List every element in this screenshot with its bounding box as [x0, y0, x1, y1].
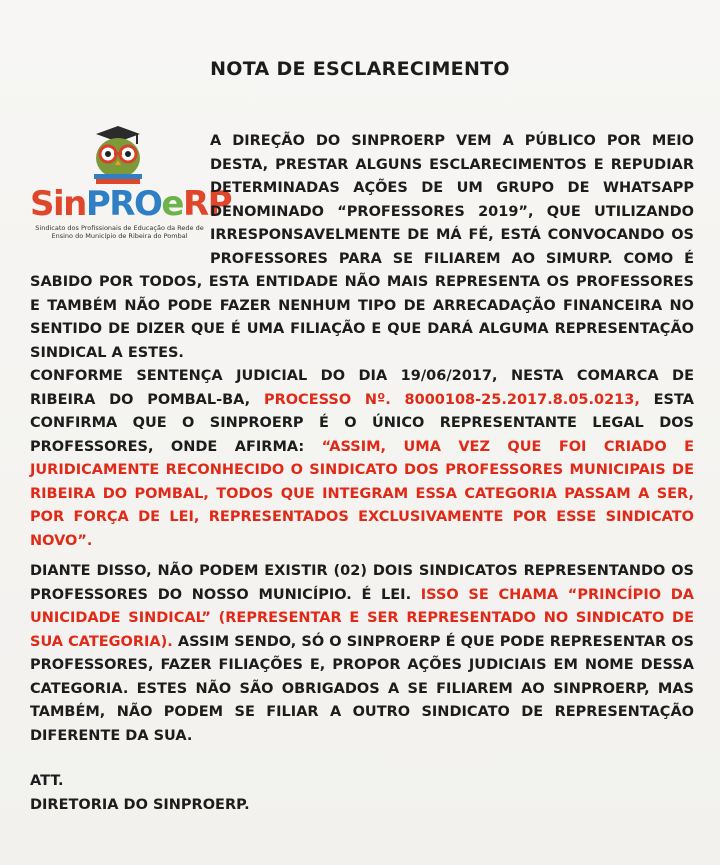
paragraph-1-text: A DIREÇÃO DO SINPROERP VEM A PÚBLICO POR MEIO DESTA, PRESTAR ALGUNS ESCLARECIMENTOS E REPUDIAR DETERMINADAS AÇÕES DE UM GRUPO DE WHATSAPP DENOMINADO “PROFESSORES 2019”, QUE UTILIZANDO IRRESPONSAVELMENTE DE MÁ FÉ, ESTÁ CONVOCANDO OS PROFESSORES PARA SE FILIAREM AO SIMURP. COMO É SABIDO POR TODOS, ESTA ENTIDADE NÃO MAIS REPRESENTA OS PROFESSORES E TAMBÉM NÃO PODE FAZER NENHUM TIPO DE ARRECADAÇÃO FINANCEIRA NO SENTIDO DE DIZER QUE É UMA FILIAÇÃO E QUE DARÁ ALGUMA REPRESENTAÇÃO SINDICAL A ESTES. [30, 133, 694, 361]
paragraph-1 [30, 130, 694, 365]
logo-wordmark: SinPROeRP [30, 184, 232, 224]
paragraph-2-intro: CONFORME SENTENÇA JUDICIAL DO DIA 19/06/2017, NESTA COMARCA DE RIBEIRA DO POMBAL-BA, [30, 368, 694, 408]
logo-subtitle: Sindicato dos Profissionais de Educação da Rede de Ensino do Município de Ribeira do Pombal [35, 224, 204, 240]
court-quote: “ASSIM, UMA VEZ QUE FOI CRIADO E JURIDICAMENTE RECONHECIDO O SINDICATO DOS PROFESSORES MUNICIPAIS DE RIBEIRA DO POMBAL, TODOS QUE INTEGRAM ESSA CATEGORIA PASSAM A SER, POR FORÇA DE LEI, REPRESENTADOS EXCLUSIVAMENTE POR ESSE SINDICATO NOVO”. [30, 438, 694, 549]
paragraph-3 [30, 560, 694, 748]
signature-block [30, 770, 250, 817]
page-title: NOTA DE ESCLARECIMENTO [210, 58, 510, 80]
process-number: PROCESSO Nº. 8000108-25.2017.8.05.0213, [263, 391, 640, 408]
signature-name: DIRETORIA DO SINPROERP. [30, 796, 250, 813]
paragraph-2-middle: ESTA CONFIRMA QUE O SINPROERP É O ÚNICO REPRESENTANTE LEGAL DOS PROFESSORES, ONDE AFIRMA: [30, 391, 694, 455]
paragraph-2 [30, 365, 694, 553]
paragraph-3-rest: ASSIM SENDO, SÓ O SINPROERP É QUE PODE REPRESENTAR OS PROFESSORES, FAZER FILIAÇÕES E, PROPOR AÇÕES JUDICIAIS EM NOME DESSA CATEGORIA. ESTES NÃO SÃO OBRIGADOS A SE FILIAREM AO SINPROERP, MAS TAMBÉM, NÃO PODEM SE FILIAR A OUTRO SINDICATO DE REPRESENTAÇÃO DIFERENTE DA SUA. [30, 633, 694, 744]
principle-highlight: ISSO SE CHAMA “PRINCÍPIO DA UNICIDADE SINDICAL” (REPRESENTAR E SER REPRESENTADO NO SINDICATO DE SUA CATEGORIA). [30, 586, 694, 650]
paragraph-3-intro: DIANTE DISSO, NÃO PODEM EXISTIR (02) DOIS SINDICATOS REPRESENTANDO OS PROFESSORES DO NOSSO MUNICÍPIO. É LEI. [30, 563, 694, 603]
signature-att: ATT. [30, 773, 64, 789]
